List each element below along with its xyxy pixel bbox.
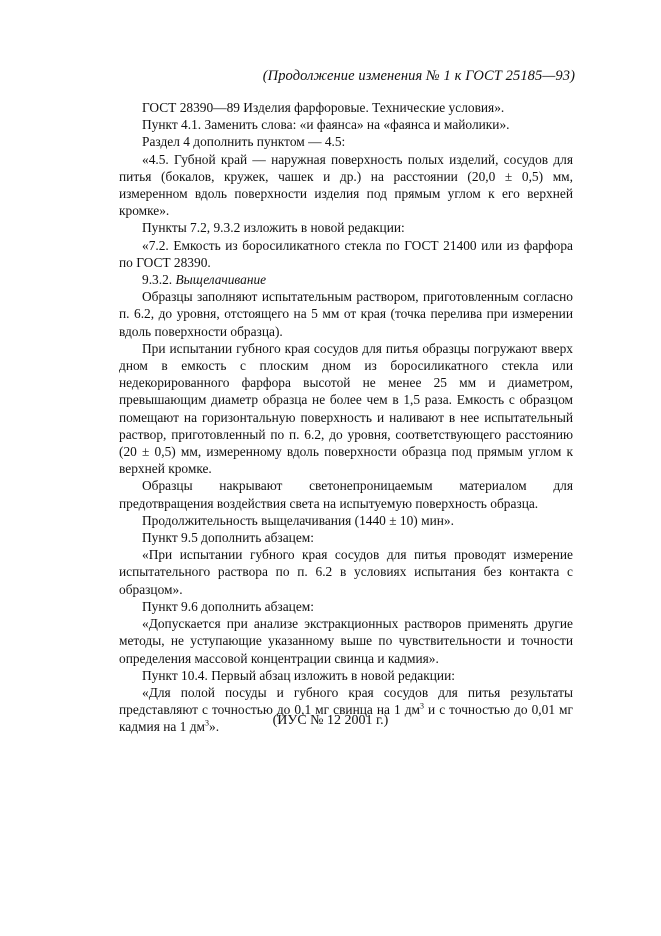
superscript-3: 3 <box>420 701 424 711</box>
continuation-header: (Продолжение изменения № 1 к ГОСТ 25185—93) <box>262 68 575 84</box>
ius-reference: (ИУС № 12 2001 г.) <box>272 713 389 728</box>
paragraph-9-5-addition: «При испытании губного края сосудов для питья проводят измерение испытательного раствора по п. 6.2 в условиях испытания без контакта с образцом». <box>119 547 573 597</box>
last-paragraph-part2: и с точностью до 0,01 мг кадмия на 1 дм <box>119 702 573 735</box>
paragraph-section-4: Раздел 4 дополнить пунктом — 4.5: <box>142 134 346 150</box>
last-paragraph-part3: ». <box>209 719 220 735</box>
paragraph-7-2: «7.2. Емкость из боросиликатного стекла по ГОСТ 21400 или из фарфора по ГОСТ 28390. <box>119 237 573 270</box>
paragraph-9-6-addition: «Допускается при анализе экстракционных растворов применять другие методы, не уступающие указанному выше по чувствительности и точности определения массовой концентрации свинца и кадмия». <box>119 616 573 666</box>
paragraph-lip-testing: При испытании губного края сосудов для питья образцы погружают вверх дном в емкость с плоским дном из боросиликатного стекла или недекорированного фарфора высотой не менее 25 мм и диаметром, превышающим диаметр образца не более чем в 1,5 раза. Емкость с образцом помещают на горизонтальную поверхность и наливают в нее испытательный раствор, приготовленный по п. 6.2, до уровня, соответствующего расстоянию (20 ± 0,5) мм, измеренному вдоль поверхности образца под прямым углом к верхней кромке. <box>119 340 573 477</box>
paragraph-samples-filled: Образцы заполняют испытательным раствором, приготовленным согласно п. 6.2, до уровня, отстоящего на 5 мм от края (точка перелива при измерении вдоль поверхности образца). <box>119 289 573 339</box>
paragraph-points-7-2-9-3-2: Пункты 7.2, 9.3.2 изложить в новой редакции: <box>142 220 405 236</box>
superscript-3: 3 <box>205 718 209 728</box>
section-title: Выщелачивание <box>175 272 267 288</box>
paragraph-gost-28390: ГОСТ 28390—89 Изделия фарфоровые. Технические условия». <box>142 100 505 115</box>
last-paragraph-part1: «Для полой посуды и губного края сосудов для питья результаты представляют с точностью до 0,1 мг свинца на 1 дм <box>119 684 573 718</box>
paragraph-4-5: «4.5. Губной край — наружная поверхность полых изделий, сосудов для питья (бокалов, кружек, чашек и др.) на расстоянии (20,0 ± 0,5) мм, измеренном вдоль поверхности изделия под прямым углом к его верхней кромке». <box>119 151 573 219</box>
section-heading-9-3-2 <box>119 271 573 288</box>
section-number: 9.3.2. <box>142 272 173 288</box>
paragraph-point-4-1: Пункт 4.1. Заменить слова: «и фаянса» на «фаянса и майолики». <box>142 117 510 133</box>
paragraph-point-9-5: Пункт 9.5 дополнить абзацем: <box>142 530 314 546</box>
paragraph-point-10-4: Пункт 10.4. Первый абзац изложить в новой редакции: <box>142 667 455 683</box>
paragraph-samples-covered: Образцы накрывают светонепроницаемым материалом для предотвращения воздействия света на испытуемую поверхность образца. <box>119 478 573 511</box>
document-body <box>119 99 573 736</box>
paragraph-leaching-duration: Продолжительность выщелачивания (1440 ± 10) мин». <box>142 512 454 528</box>
paragraph-point-9-6: Пункт 9.6 дополнить абзацем: <box>142 598 314 614</box>
